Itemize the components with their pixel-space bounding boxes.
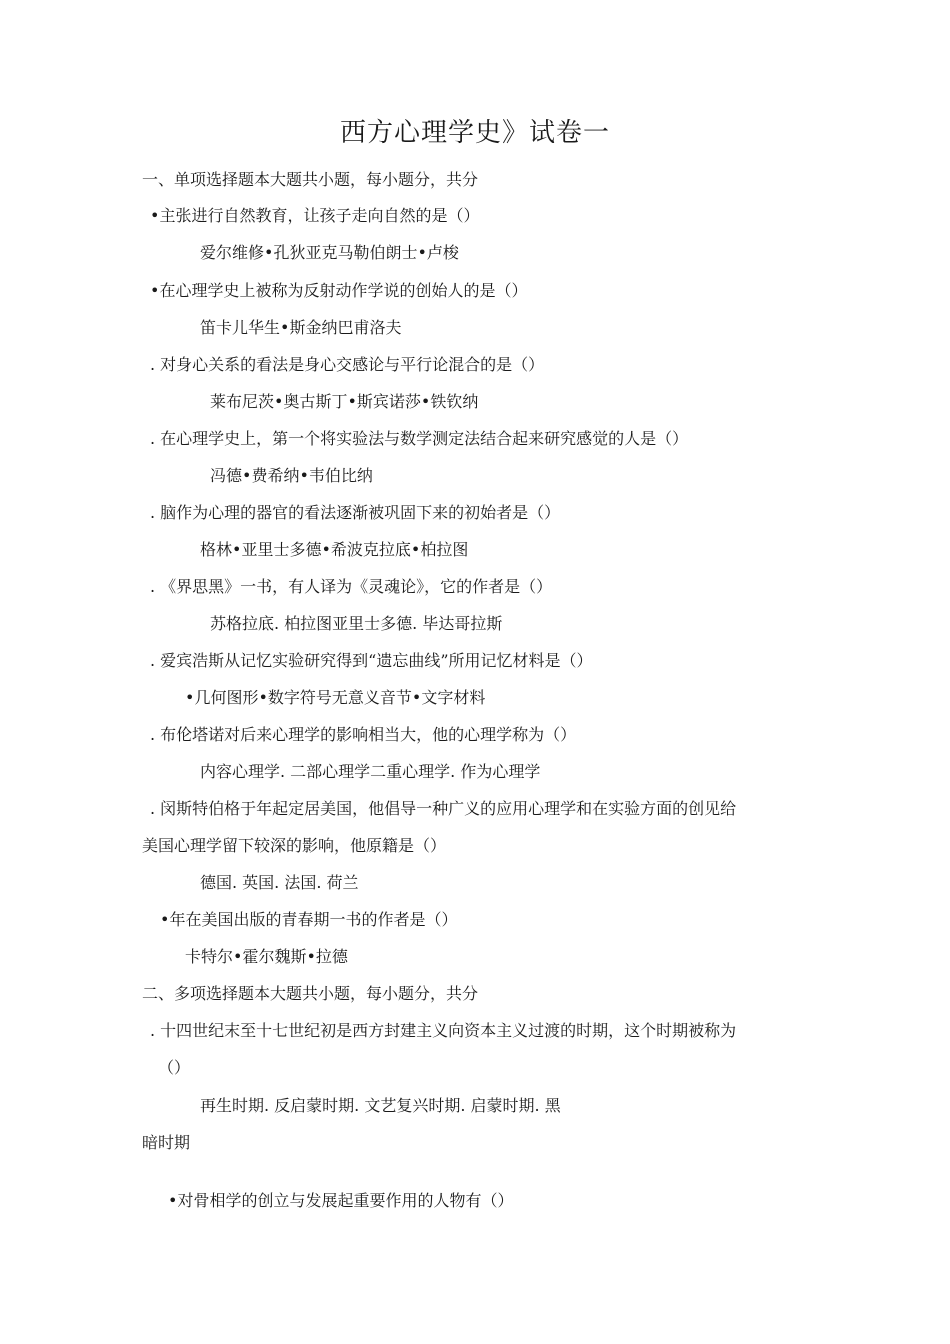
question-8-options: 内容心理学. 二部心理学二重心理学. 作为心理学	[200, 762, 541, 781]
question-4: . 在心理学史上，第一个将实验法与数学测定法结合起来研究感觉的人是（）	[150, 429, 689, 448]
section2-header: 二、多项选择题本大题共小题，每小题分，共分	[142, 984, 479, 1003]
question-5: . 脑作为心理的器官的看法逐渐被巩固下来的初始者是（）	[150, 503, 561, 522]
question-9: . 闵斯特伯格于年起定居美国，他倡导一种广义的应用心理学和在实验方面的创见给	[150, 799, 737, 818]
question-11-options: 再生时期. 反启蒙时期. 文艺复兴时期. 启蒙时期. 黑	[200, 1096, 561, 1115]
question-9-continuation: 美国心理学留下较深的影响，他原籍是（）	[142, 836, 447, 855]
question-10: •年在美国出版的青春期一书的作者是（）	[160, 910, 458, 929]
question-7-options: •几何图形•数字符号无意义音节•文字材料	[185, 688, 486, 707]
question-9-options: 德国. 英国. 法国. 荷兰	[200, 873, 359, 892]
question-11-continuation: （）	[158, 1058, 191, 1077]
page-title: 西方心理学史》试卷一	[339, 118, 610, 148]
question-2: •在心理学史上被称为反射动作学说的创始人的是（）	[150, 281, 528, 300]
question-1-options: 爱尔维修•孔狄亚克马勒伯朗士•卢梭	[200, 243, 459, 262]
question-10-options: 卡特尔•霍尔魏斯•拉德	[185, 947, 348, 966]
question-8: . 布伦塔诺对后来心理学的影响相当大，他的心理学称为（）	[150, 725, 577, 744]
question-6-options: 苏格拉底. 柏拉图亚里士多德. 毕达哥拉斯	[210, 614, 503, 633]
question-5-options: 格林•亚里士多德•希波克拉底•柏拉图	[200, 540, 469, 559]
question-2-options: 笛卡儿华生•斯金纳巴甫洛夫	[200, 318, 402, 337]
question-3: . 对身心关系的看法是身心交感论与平行论混合的是（）	[150, 355, 545, 374]
question-3-options: 莱布尼茨•奥古斯丁•斯宾诺莎•铁钦纳	[210, 392, 479, 411]
question-6: . 《界思黑》一书，有人译为《灵魂论》，它的作者是（）	[150, 577, 553, 596]
question-11: . 十四世纪末至十七世纪初是西方封建主义向资本主义过渡的时期，这个时期被称为	[150, 1021, 737, 1040]
section1-header: 一、单项选择题本大题共小题，每小题分，共分	[142, 170, 479, 189]
question-4-options: 冯德•费希纳•韦伯比纳	[210, 466, 373, 485]
question-12: •对骨相学的创立与发展起重要作用的人物有（）	[168, 1191, 514, 1210]
question-1: •主张进行自然教育，让孩子走向自然的是（）	[150, 206, 480, 225]
question-7: . 爱宾浩斯从记忆实验研究得到“遗忘曲线”所用记忆材料是（）	[150, 651, 593, 670]
question-11-options-continuation: 暗时期	[142, 1133, 191, 1152]
